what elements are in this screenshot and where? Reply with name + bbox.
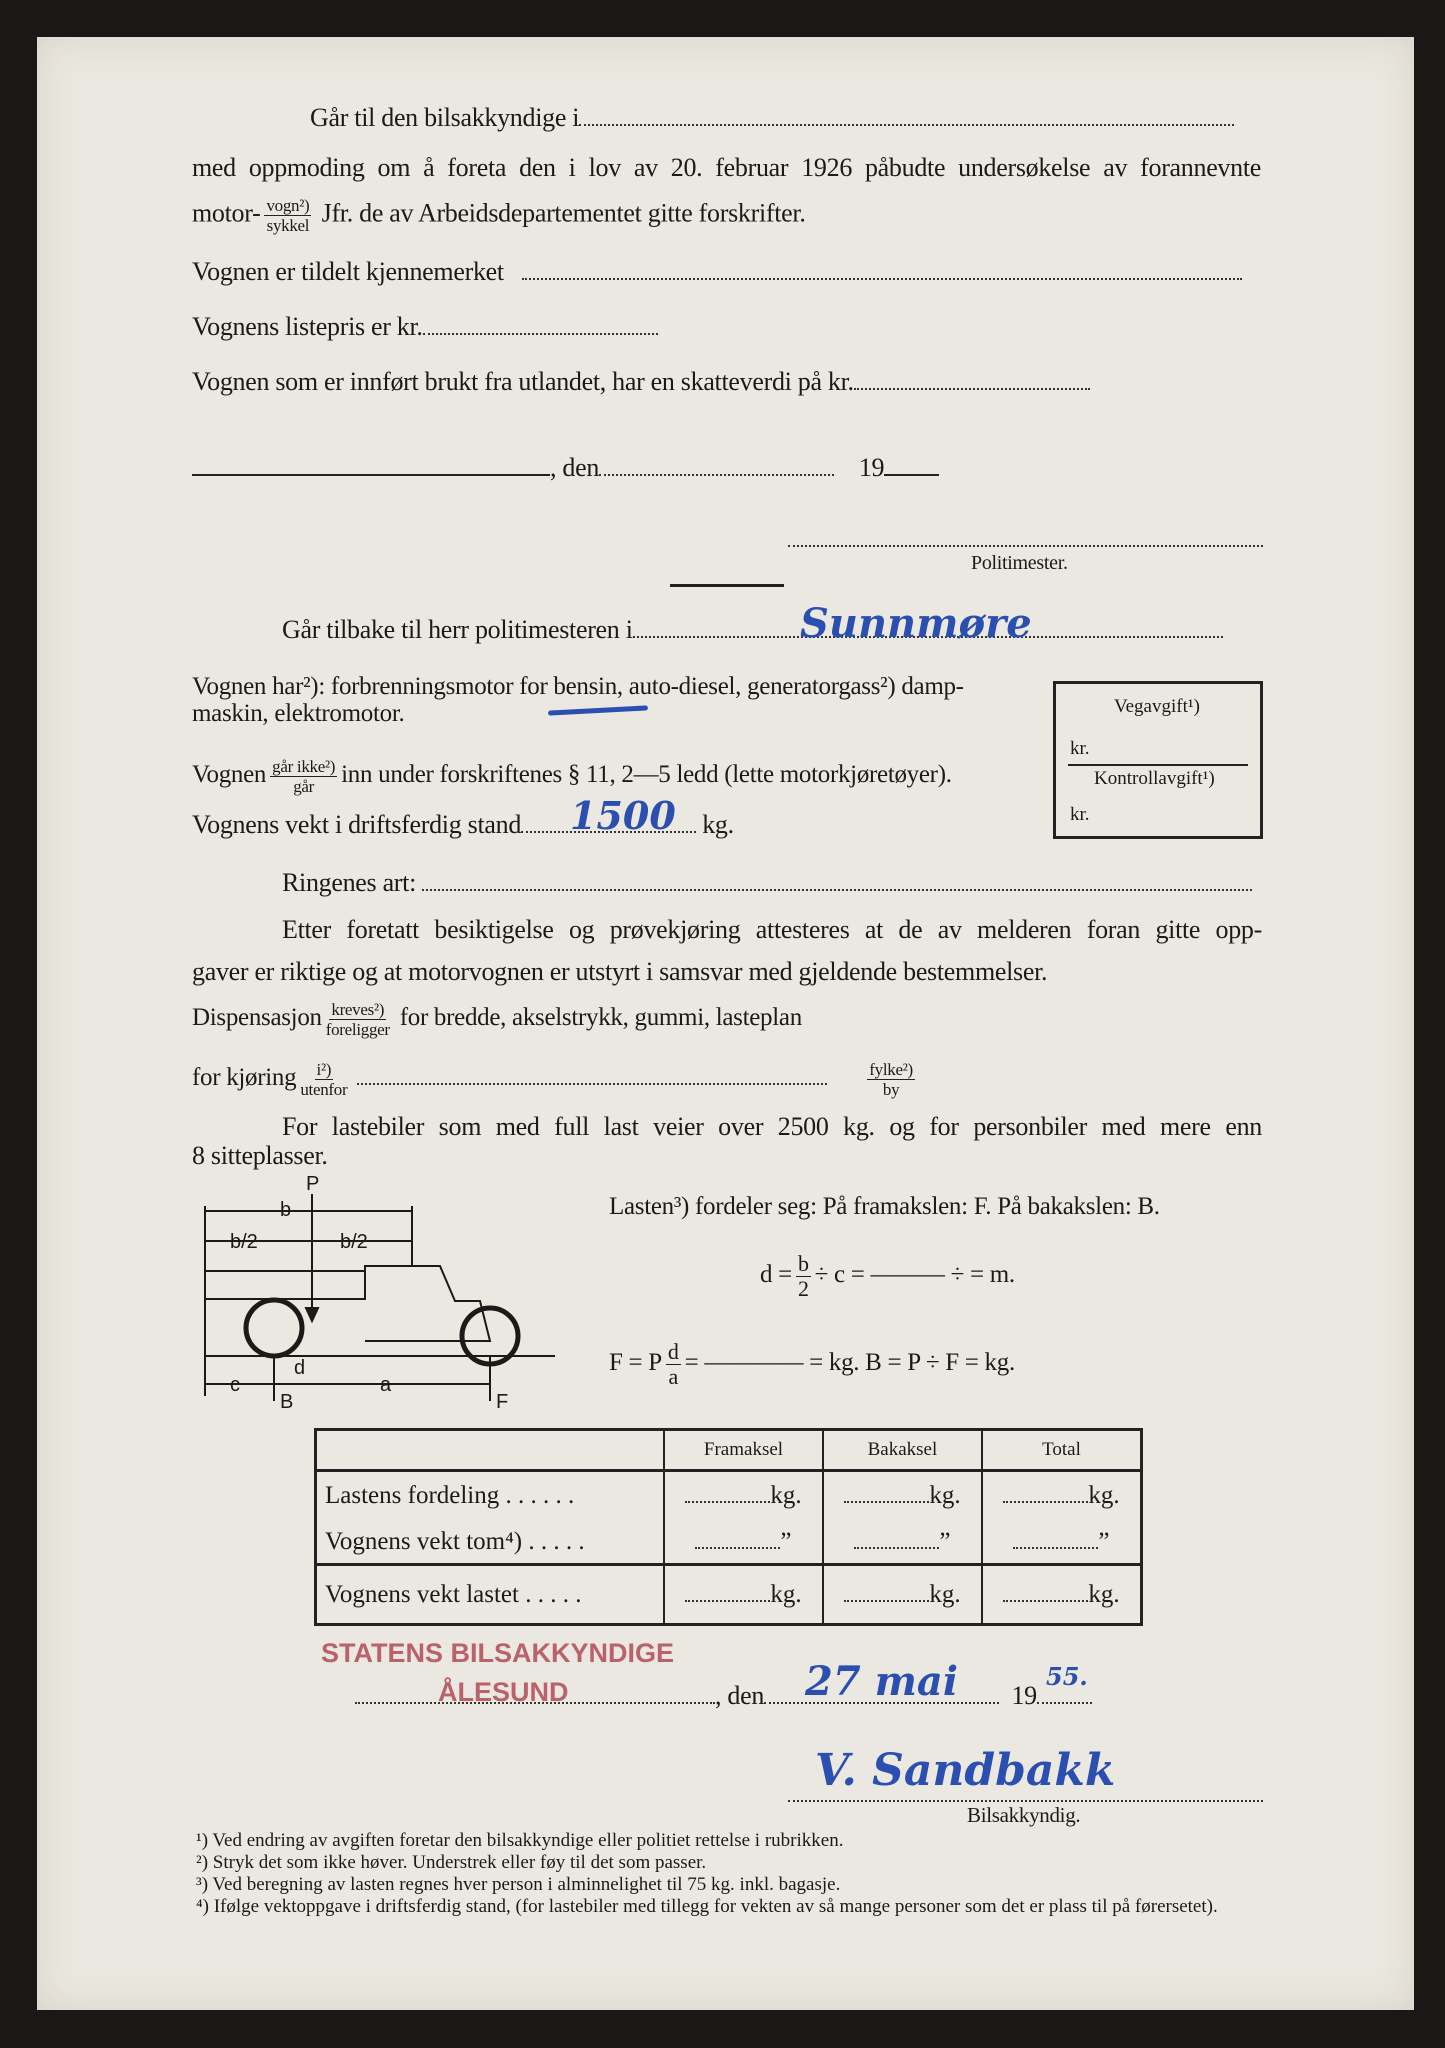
load-diagram [200,1176,560,1411]
intro-text: med oppmoding om å foreta den i lov av 20. februar 1926 påbudte undersøkelse av forannevnte [192,153,1261,182]
label-f-axle: F [496,1391,509,1411]
attest-line1: Etter foretatt besiktigelse og prøvekjøring attesteres at de av melderen foran gitte opp- [282,915,1262,944]
handwritten-sunnmore: Sunnmøre [800,600,1032,647]
handwritten-year: 55. [1046,1662,1088,1691]
vegavgift-kr: kr. [1070,738,1090,759]
label-p: P [306,1176,320,1195]
gar-fraction: $\frac{\text{går ikke²)}}{\text{går}}$ [272,757,336,796]
date-field[interactable] [599,473,834,476]
i-utenfor-fraction: $\frac{\text{i²)}}{\text{utenfor}}$ [300,1060,348,1099]
load-bed [205,1271,365,1299]
kjoring-field[interactable] [357,1082,827,1085]
politimester-label: Politimester. [971,552,1068,574]
cell-field[interactable] [685,1500,770,1503]
label-c: c [230,1374,240,1396]
place-field[interactable] [192,473,550,476]
bilsakkyndig-signature-line[interactable] [788,1800,1263,1802]
kontrollavgift-label: Kontrollavgift¹) [1094,768,1215,789]
vekt-row: Vognens vekt i driftsferdig stand kg. [192,810,734,839]
vegavgift-label: Vegavgift¹) [1114,696,1200,717]
listepris-row: Vognens listepris er kr. [192,312,658,342]
bilsakkyndig-location-field[interactable] [579,123,1234,126]
label-b: b [280,1199,292,1221]
cell-field[interactable] [695,1546,780,1549]
handwritten-date: 27 mai [805,1658,959,1705]
stamp-line2: ÅLESUND [438,1677,569,1707]
d-formula: d = $\frac{b}{2}$ ÷ c = ——— ÷ = m. [760,1251,1015,1301]
header-total: Total [982,1430,1142,1471]
label-b-axle: B [280,1391,294,1411]
lastebil-line1: For lastebiler som med full last veier over 2500 kg. og for personbiler med mere enn [282,1112,1262,1141]
closing-year-field[interactable] [1037,1701,1092,1704]
footnote-3: ³) Ved beregning av lasten regnes hver person i alminnelighet til 75 kg. inkl. bagasje. [196,1874,841,1895]
skatteverdi-field[interactable] [854,387,1090,390]
ringer-row: Ringenes art: [282,868,1252,898]
fee-divider [1068,764,1248,766]
kontrollavgift-kr: kr. [1070,804,1090,825]
label-b-half-1: b/2 [230,1231,258,1253]
motor-line: motor- $\frac{\text{vogn²)}}{\text{sykkel}}$ Jfr. de av Arbeidsdepartementet gitte forskrifter. [192,196,806,235]
separator-line [670,584,784,587]
year-field[interactable] [884,473,939,476]
footnote-1: ¹) Ved endring av avgiften foretar den bilsakkyndige eller politiet rettelse i rubrikken. [196,1830,844,1851]
closing-place-field[interactable] [355,1701,715,1704]
table-row: Vognens vekt tom⁴) . . . . . ” ” ” [316,1521,1142,1565]
f-formula: F = P $\frac{d}{a}$ = ———— = kg. B = P ÷ F = kg. [609,1339,1015,1389]
cell-field[interactable] [685,1599,770,1602]
kjoring-row: for kjøring $\frac{\text{i²)}}{\text{utenfor}}$ $\frac{\text{fylke²)}}{by}$ [192,1060,913,1099]
cell-field[interactable] [1003,1500,1088,1503]
cell-field[interactable] [854,1546,939,1549]
listepris-field[interactable] [423,332,658,335]
attest-line2: gaver er riktige og at motorvognen er utstyrt i samsvar med gjeldende bestemmelser. [192,957,1048,986]
table-row: Vognens vekt lastet . . . . . kg. kg. kg. [316,1565,1142,1625]
rear-wheel [246,1300,302,1356]
skatteverdi-row: Vognen som er innført brukt fra utlandet, har en skatteverdi på kr. [192,367,1090,397]
fee-box [1053,681,1263,839]
cell-field[interactable] [1013,1546,1098,1549]
row-label: Lastens fordeling . . . . . . [325,1482,575,1510]
ringer-field[interactable] [422,888,1252,891]
p-arrowhead [306,1308,318,1321]
dispensasjon-row: Dispensasjon $\frac{\text{kreves²)}}{\text{foreligger}}$ for bredde, akselstrykk, gummi, lasteplan [192,1000,802,1039]
politimester-signature-line[interactable] [788,545,1263,547]
lastebil-line2: 8 sitteplasser. [192,1141,328,1170]
label-d: d [294,1357,306,1379]
stamp-line1: STATENS BILSAKKYNDIGE [321,1638,675,1668]
lasten-fordeler: Lasten³) fordeler seg: På framakslen: F. På bakakslen: B. [609,1193,1160,1220]
kreves-fraction: $\frac{\text{kreves²)}}{\text{foreligger}}$ [325,1000,390,1039]
kjennemerke-row: Vognen er tildelt kjennemerket [192,257,1242,287]
returns-row: Går tilbake til herr politimesteren i [282,615,1223,645]
footnote-2: ²) Stryk det som ikke høver. Understrek eller føy til det som passer. [196,1852,707,1873]
motor-type-line2: maskin, elektromotor. [192,700,405,727]
header-bakaksel: Bakaksel [823,1430,982,1471]
row-label: Vognens vekt tom⁴) . . . . . [325,1527,585,1555]
cell-field[interactable] [844,1500,929,1503]
label-b-half-2: b/2 [340,1231,368,1253]
police-date-row: , den 19 [192,453,939,483]
load-table [314,1428,1143,1626]
cell-field[interactable] [844,1599,929,1602]
table-row: Lastens fordeling . . . . . . kg. kg. kg. [316,1471,1142,1521]
closing-date-row: , den 19 [355,1681,1092,1711]
gar-line: Vognen $\frac{\text{går ikke²)}}{\text{går}}$ inn under forskriftenes § 11, 2—5 ledd (lette motorkjøretøyer). [192,757,952,796]
kjennemerke-field[interactable] [522,277,1242,280]
vogn-sykkel-fraction: $\frac{\text{vogn²)}}{\text{sykkel}}$ [266,196,310,235]
handwritten-signature: V. Sandbakk [815,1745,1116,1796]
motor-type-line1: Vognen har²): forbrenningsmotor for bensin, auto-diesel, generatorgass²) damp- [192,673,964,700]
label-a: a [380,1374,392,1396]
row-label: Vognens vekt lastet . . . . . [316,1565,665,1625]
footnote-4: ⁴) Ifølge vektoppgave i driftsferdig stand, (for lastebiler med tillegg for vekten av så mange personer som det er plass til på førersetet). [196,1896,1218,1917]
line-gar-til: Går til den bilsakkyndige i [310,103,1234,133]
fylke-by-fraction: $\frac{\text{fylke²)}}{by}$ [869,1060,913,1099]
header-framaksel: Framaksel [664,1430,823,1471]
cell-field[interactable] [1003,1599,1088,1602]
bilsakkyndig-label: Bilsakkyndig. [967,1803,1081,1827]
handwritten-weight: 1500 [570,793,676,838]
